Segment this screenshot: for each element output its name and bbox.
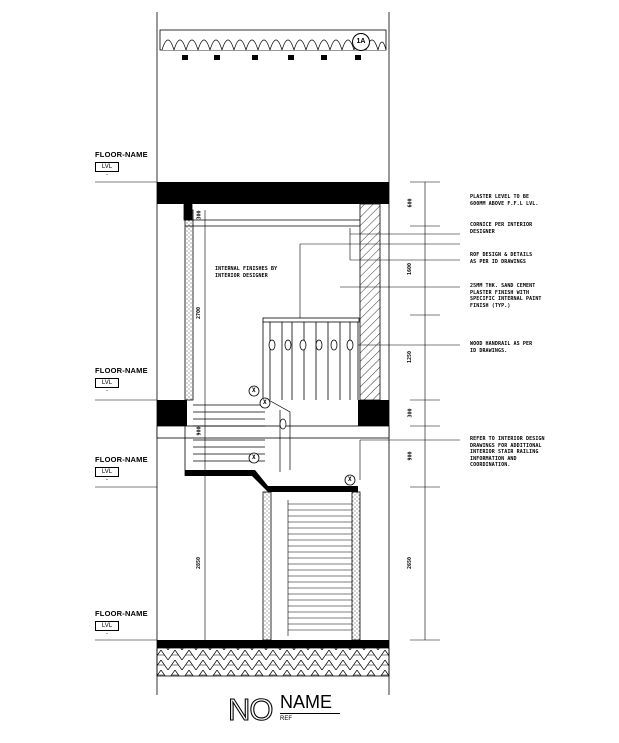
- floor-name: FLOOR-NAME: [95, 366, 148, 375]
- lvl-box: LVL: [95, 162, 119, 172]
- note-cement-plaster: 25MM THK. SAND CEMENT PLASTER FINISH WITH SPECIFIC INTERNAL PAINT FINISH (TYP.): [470, 283, 542, 309]
- dim-right-5: 900: [407, 451, 414, 461]
- title-underline: [280, 713, 340, 714]
- dimension-lines-right: [205, 182, 440, 640]
- floor-name: FLOOR-NAME: [95, 150, 148, 159]
- landing: [185, 400, 358, 492]
- note-roof-design: ROF DESIGN & DETAILS AS PER ID DRAWINGS: [470, 252, 533, 265]
- grid-reference-bubble: 1A: [352, 33, 370, 51]
- dim-right-2: 1600: [407, 262, 414, 276]
- dim-left-4: 2850: [196, 556, 203, 570]
- lvl-value: -: [106, 172, 108, 178]
- marker-x-1: X: [252, 387, 256, 394]
- note-internal-finishes: INTERNAL FINISHES BY INTERIOR DESIGNER: [215, 266, 278, 279]
- marker-x-3: X: [252, 454, 256, 461]
- dim-right-3: 1250: [407, 350, 414, 364]
- lvl-value: -: [106, 631, 108, 637]
- lvl-value: -: [106, 388, 108, 394]
- note-refer-interior: REFER TO INTERIOR DESIGN DRAWINGS FOR ADDITIONAL INTERIOR STAIR RAILING INFORMATION AND COORDINATION.: [470, 436, 545, 468]
- lvl-value: -: [106, 477, 108, 483]
- drawing-name: NAME: [280, 692, 333, 712]
- mid-slab: [157, 400, 389, 438]
- lvl-box: LVL: [95, 378, 119, 388]
- dim-right-1: 600: [407, 198, 414, 208]
- note-cornice: CORNICE PER INTERIOR DESIGNER: [470, 222, 533, 235]
- ceiling-cornice: [184, 204, 360, 226]
- dim-right-6: 2650: [407, 556, 414, 570]
- left-wall-lower: [263, 492, 271, 640]
- left-wall-upper: [185, 210, 193, 400]
- dim-left-1: 300: [196, 210, 203, 220]
- floor-level-lines: [95, 182, 157, 640]
- lvl-box: LVL: [95, 621, 119, 631]
- stairs-lower: [288, 500, 352, 636]
- floor-name: FLOOR-NAME: [95, 455, 148, 464]
- marker-x-2: X: [263, 399, 267, 406]
- dim-left-2: 2700: [196, 306, 203, 320]
- ground-earth: [157, 648, 389, 676]
- right-wall-upper: [360, 204, 380, 400]
- balustrade-upper: [263, 318, 359, 400]
- drawing-number: NO: [228, 692, 273, 727]
- note-handrail: WOOD HANDRAIL AS PER ID DRAWINGS.: [470, 341, 533, 354]
- floor-name: FLOOR-NAME: [95, 609, 148, 618]
- right-wall-lower: [352, 492, 360, 640]
- upper-slab: [157, 182, 389, 204]
- marker-x-4: X: [348, 476, 352, 483]
- dim-right-4: 300: [407, 408, 414, 418]
- dim-left-3: 900: [196, 426, 203, 436]
- note-plaster-level: PLASTER LEVEL TO BE 600MM ABOVE F.F.L LVL.: [470, 194, 539, 207]
- ground-slab: [157, 640, 389, 648]
- drawing-ref: REF: [280, 716, 292, 722]
- lvl-box: LVL: [95, 467, 119, 477]
